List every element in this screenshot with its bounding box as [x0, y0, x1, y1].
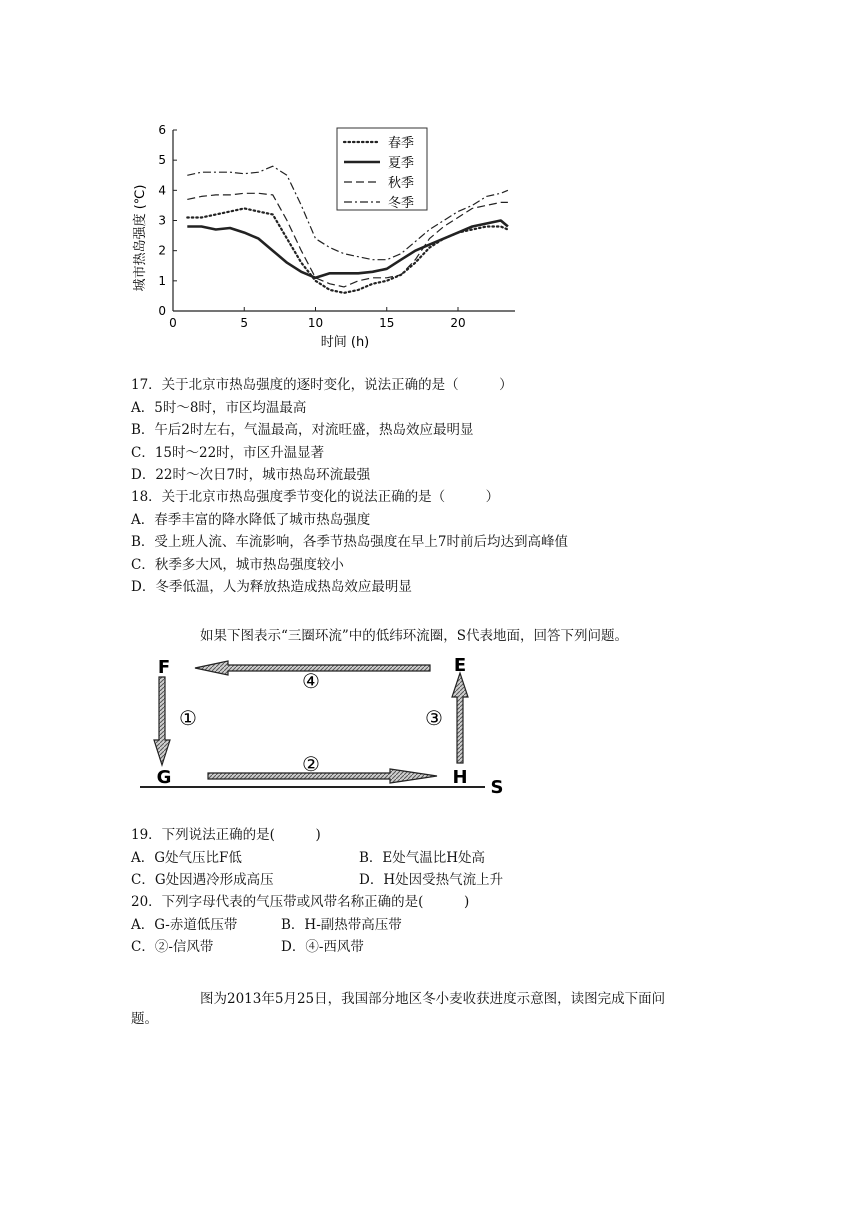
y-tick-label: 2	[158, 243, 166, 258]
y-tick-label: 4	[158, 183, 166, 198]
y-axis-label: 城市热岛强度 (℃)	[133, 184, 148, 292]
label-G: G	[156, 767, 172, 788]
question-20-stem: 20．下列字母代表的气压带或风带名称正确的是( )	[131, 894, 470, 910]
question-17-option-c: C．15时～22时，市区升温显著	[131, 444, 325, 461]
legend-label-3: 秋季	[388, 176, 415, 191]
label-S: S	[490, 777, 504, 795]
question-19-stem: 19．下列说法正确的是( )	[131, 827, 321, 843]
question-19-option-b: B．E处气温比H处高	[359, 849, 486, 866]
question-17-option-a: A．5时～8时，市区均温最高	[131, 399, 307, 416]
question-17-option-d: D．22时～次日7时，城市热岛环流最强	[131, 467, 371, 483]
y-tick-label: 1	[158, 273, 166, 288]
arrow-1	[154, 677, 170, 765]
question-20	[131, 891, 469, 959]
intro-wheat-line-1: 图为2013年5月25日，我国部分地区冬小麦收获进度示意图，读图完成下面问	[200, 991, 666, 1007]
y-tick-label: 6	[158, 123, 166, 137]
question-19-option-c: C．G处因遇冷形成高压	[131, 872, 274, 888]
y-tick-label: 0	[158, 304, 166, 318]
question-18-option-a: A．春季丰富的降水降低了城市热岛强度	[131, 511, 371, 528]
arrow-3	[452, 673, 468, 763]
arrow-3-label: ③	[425, 706, 443, 730]
circulation-diagram	[140, 655, 520, 795]
arrow-2-label: ②	[302, 752, 320, 776]
arrow-2	[208, 769, 437, 783]
arrow-4-label: ④	[302, 669, 320, 693]
series-line-1	[187, 208, 508, 293]
question-17	[131, 374, 513, 487]
question-19-option-a: A．G处气压比F低	[131, 849, 242, 866]
question-20-option-d: D．④-西风带	[281, 939, 364, 955]
x-tick-label: 5	[240, 316, 249, 330]
question-20-option-a: A．G-赤道低压带	[131, 916, 238, 933]
intro-wheat-line-2: 题。	[131, 1011, 158, 1027]
question-19-option-d: D．H处因受热气流上升	[359, 872, 504, 888]
x-tick-label: 20	[450, 316, 466, 330]
legend-label-4: 冬季	[388, 196, 415, 211]
question-18-stem: 18．关于北京市热岛强度季节变化的说法正确的是（ ）	[131, 489, 500, 505]
x-tick-label: 15	[379, 316, 395, 330]
question-20-option-c: C．②-信风带	[131, 939, 214, 955]
label-F: F	[157, 657, 171, 678]
label-H: H	[452, 767, 468, 788]
intro-circulation: 如果下图表示“三圈环流”中的低纬环流圈，S代表地面，回答下列问题。	[200, 628, 629, 644]
question-18	[131, 486, 568, 599]
question-18-option-d: D．冬季低温，人为释放热造成热岛效应最明显	[131, 579, 412, 595]
label-E: E	[453, 655, 467, 676]
y-tick-label: 3	[158, 213, 166, 228]
x-axis-label: 时间 (h)	[320, 335, 370, 350]
question-20-option-b: B．H-副热带高压带	[281, 916, 402, 933]
question-19	[131, 824, 503, 892]
question-18-option-b: B．受上班人流、车流影响，各季节热岛强度在早上7时前后均达到高峰值	[131, 534, 569, 550]
heat-island-chart	[130, 118, 530, 353]
series-line-2	[187, 221, 508, 278]
x-tick-label: 10	[307, 316, 324, 330]
question-17-option-b: B．午后2时左右，气温最高，对流旺盛，热岛效应最明显	[131, 422, 474, 438]
question-18-option-c: C．秋季多大风，城市热岛强度较小	[131, 556, 344, 573]
y-tick-label: 5	[158, 153, 166, 168]
arrow-1-label: ①	[179, 706, 197, 730]
legend-label-1: 春季	[388, 136, 415, 151]
chart-legend	[337, 128, 427, 211]
x-tick-label: 0	[169, 316, 177, 330]
question-17-stem: 17．关于北京市热岛强度的逐时变化，说法正确的是（ ）	[131, 377, 513, 393]
legend-label-2: 夏季	[388, 156, 415, 171]
